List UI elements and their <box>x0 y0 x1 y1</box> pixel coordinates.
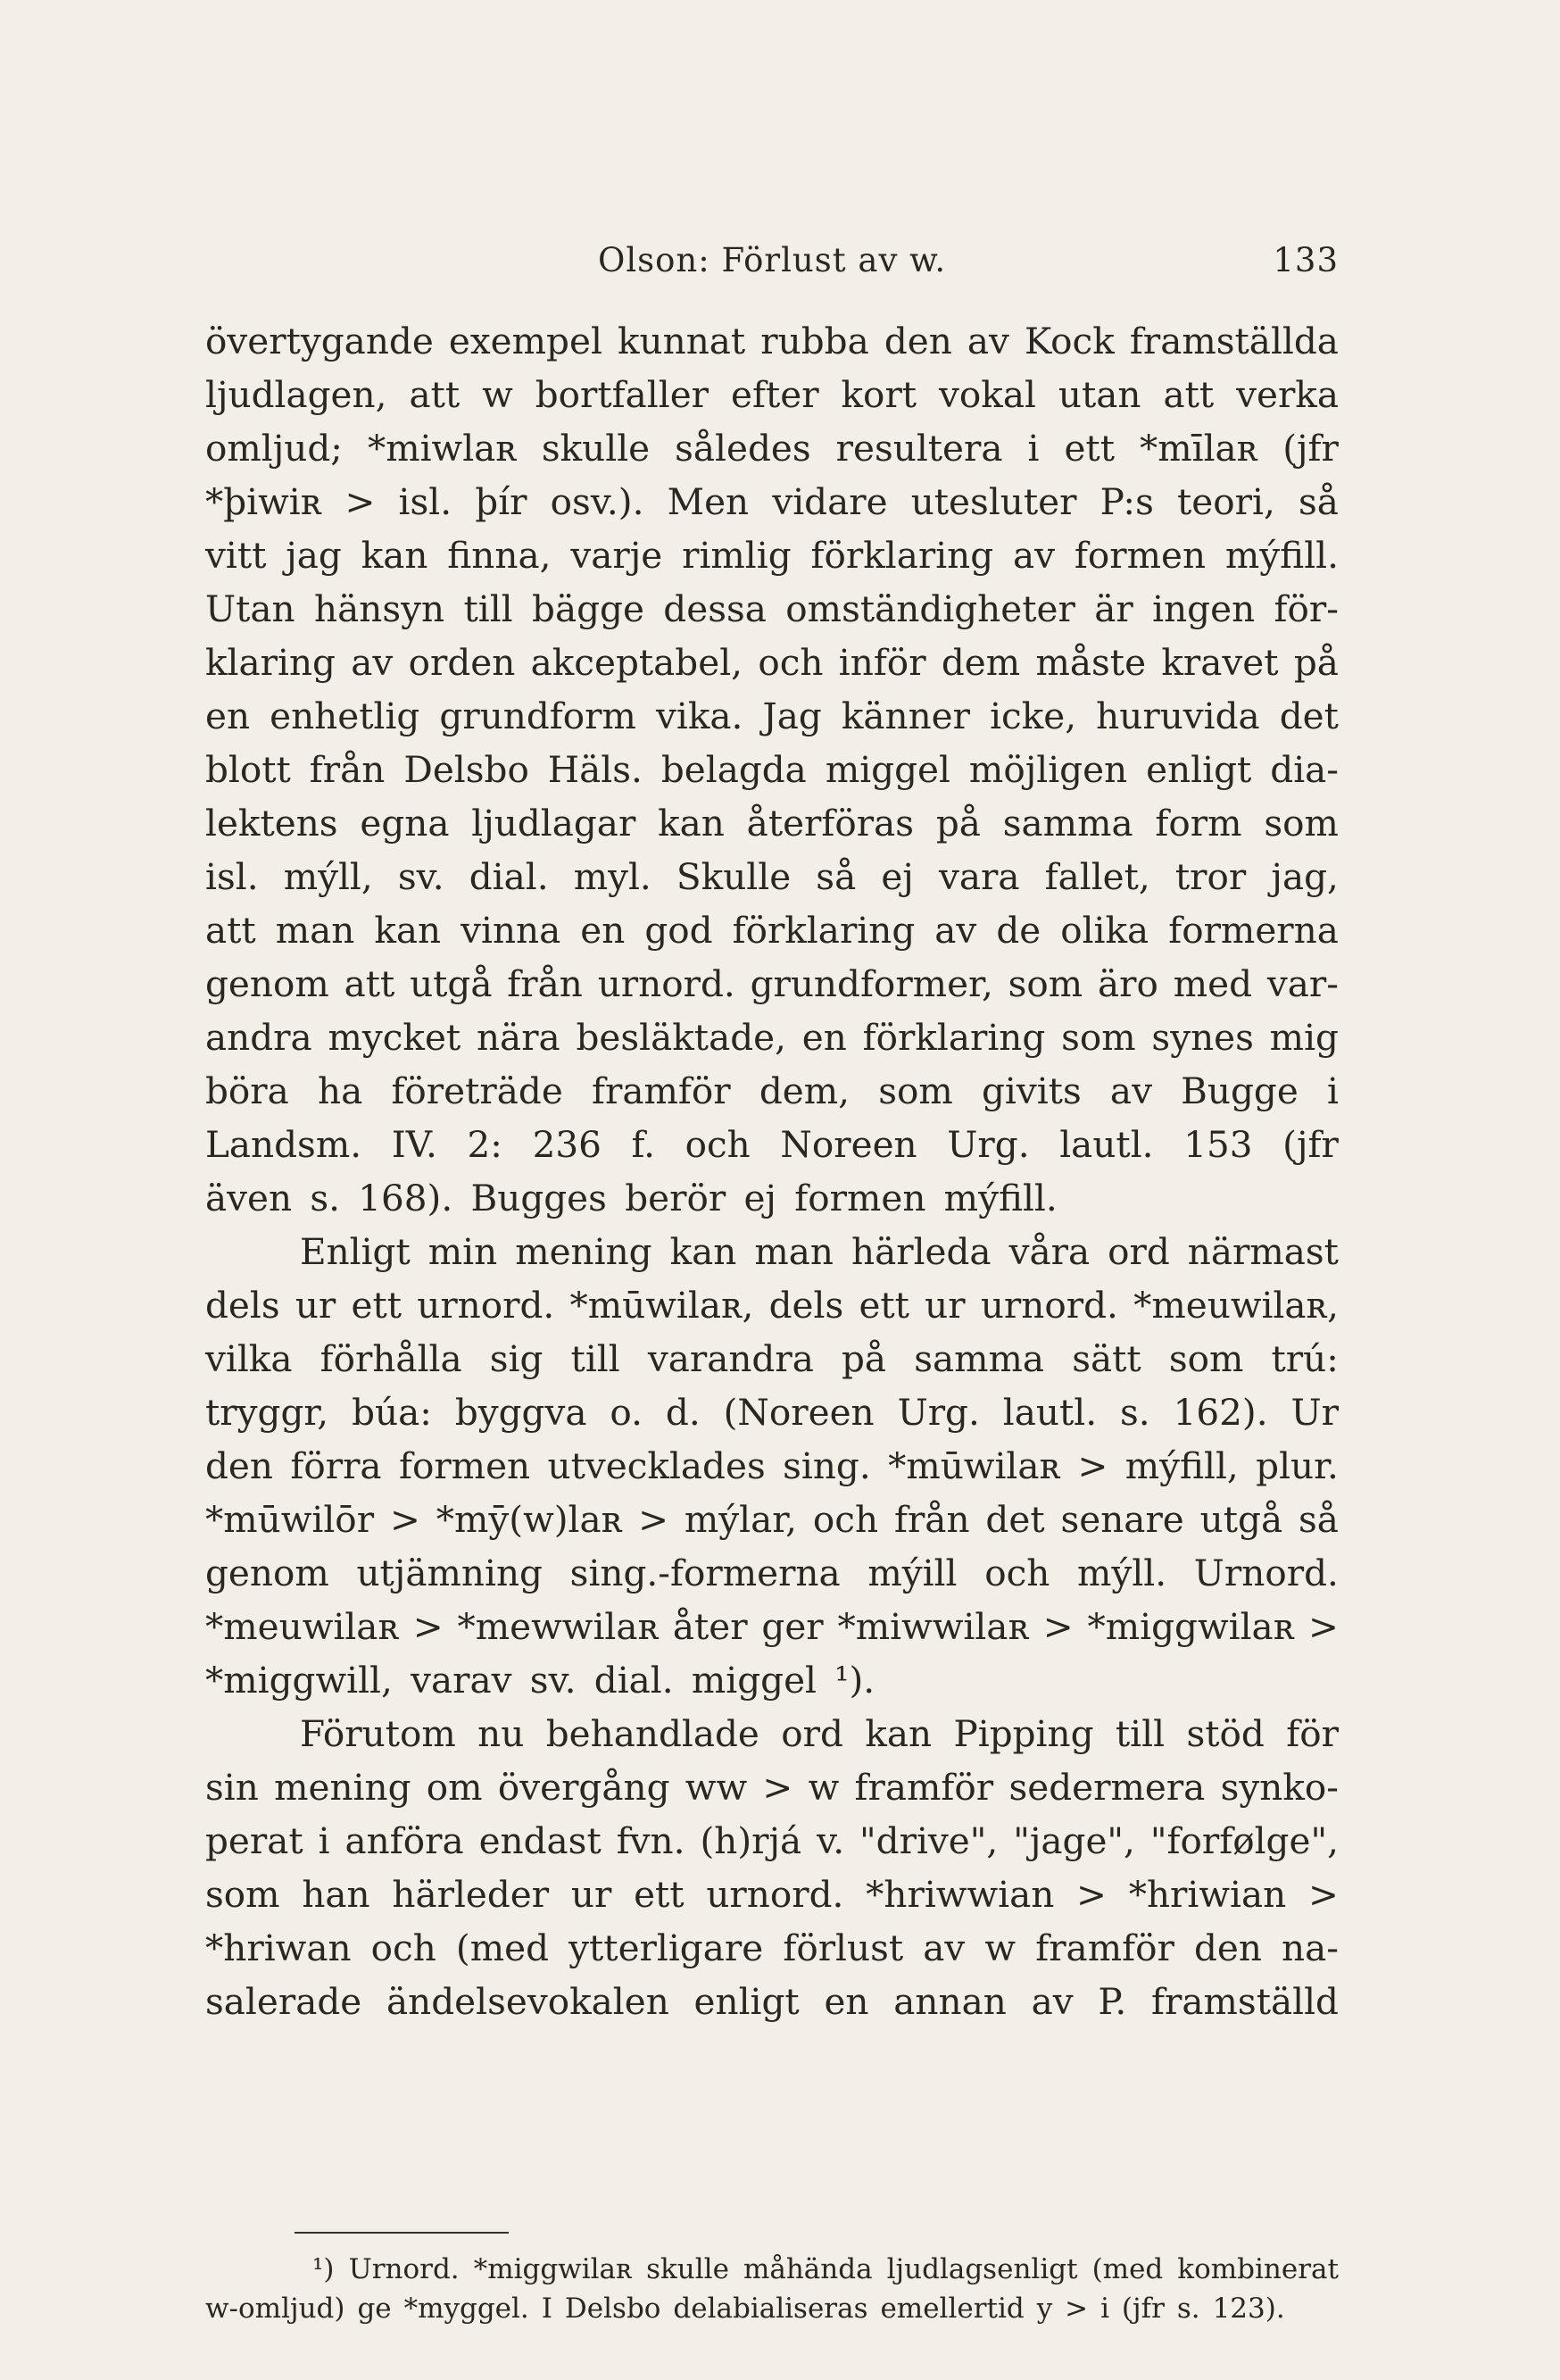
footnote-rule <box>295 2232 509 2234</box>
body-text <box>205 314 1339 2028</box>
body-line: Landsm. IV. 2: 236 f. och Noreen Urg. lautl. 153 (jfr <box>205 1123 1339 1166</box>
body-line: den förra formen utvecklades sing. *mūwilaʀ > mýfill, plur. <box>205 1444 1339 1487</box>
body-line: *mūwilōr > *mȳ(w)laʀ > mýlar, och från det senare utgå så <box>205 1498 1339 1541</box>
body-line: dels ur ett urnord. *mūwilaʀ, dels ett ur urnord. *meuwilaʀ, <box>205 1284 1339 1327</box>
body-line: lektens egna ljudlagar kan återföras på samma form som <box>205 802 1339 845</box>
body-line: Förutom nu behandlade ord kan Pipping till stöd för <box>300 1712 1339 1755</box>
page-number: 133 <box>1273 241 1339 279</box>
body-line: salerade ändelsevokalen enligt en annan av P. framställd <box>205 1980 1339 2023</box>
running-title: Olson: Förlust av w. <box>598 241 947 279</box>
body-line: genom att utgå från urnord. grundformer, som äro med var- <box>205 962 1339 1005</box>
body-line: vilka förhålla sig till varandra på samma sätt som trú: <box>205 1337 1339 1380</box>
body-line: *meuwilaʀ > *mewwilaʀ åter ger *miwwilaʀ > *miggwilaʀ > <box>205 1605 1339 1648</box>
body-line: en enhetlig grundform vika. Jag känner icke, huruvida det <box>205 695 1339 737</box>
body-line: isl. mýll, sv. dial. myl. Skulle så ej vara fallet, tror jag, <box>205 855 1339 898</box>
footnote-line: ¹) Urnord. *miggwilaʀ skulle måhända ljudlagsenligt (med kombinerat <box>312 2253 1339 2285</box>
body-line: vitt jag kan finna, varje rimlig förklaring av formen mýfill. <box>205 534 1339 577</box>
body-line: genom utjämning sing.-formerna mýill och mýll. Urnord. <box>205 1552 1339 1594</box>
body-line: ljudlagen, att w bortfaller efter kort vokal utan att verka <box>205 373 1339 416</box>
footnote-line: w-omljud) ge *myggel. I Delsbo delabialiseras emellertid y > i (jfr s. 123). <box>205 2293 1285 2325</box>
body-line: att man kan vinna en god förklaring av de olika formerna <box>205 909 1339 952</box>
footnote <box>205 2250 1339 2328</box>
body-line: klaring av orden akceptabel, och inför dem måste kravet på <box>205 641 1339 684</box>
body-line: blott från Delsbo Häls. belagda miggel möjligen enligt dia- <box>205 748 1339 791</box>
body-line: även s. 168). Bugges berör ej formen mýfill. <box>205 1177 1058 1219</box>
body-line: *hriwan och (med ytterligare förlust av w framför den na- <box>205 1926 1339 1969</box>
body-line: perat i anföra endast fvn. (h)rjá v. "drive", "jage", "forfølge", <box>205 1819 1339 1862</box>
running-header <box>205 241 1339 286</box>
body-line: Enligt min mening kan man härleda våra ord närmast <box>300 1230 1339 1273</box>
body-line: sin mening om övergång ww > w framför sedermera synko- <box>205 1766 1339 1809</box>
body-line: som han härleder ur ett urnord. *hriwwian > *hriwian > <box>205 1873 1339 1916</box>
body-line: tryggr, búa: byggva o. d. (Noreen Urg. lautl. s. 162). Ur <box>205 1391 1339 1434</box>
body-line: omljud; *miwlaʀ skulle således resultera i ett *mīlaʀ (jfr <box>205 427 1339 470</box>
body-line: övertygande exempel kunnat rubba den av Kock framställda <box>205 320 1339 362</box>
body-line: *þiwiʀ > isl. þír osv.). Men vidare utesluter P:s teori, så <box>205 480 1339 523</box>
body-line: böra ha företräde framför dem, som givits av Bugge i <box>205 1069 1339 1112</box>
body-line: Utan hänsyn till bägge dessa omständigheter är ingen för- <box>205 587 1339 630</box>
body-line: andra mycket nära besläktade, en förklaring som synes mig <box>205 1016 1339 1059</box>
body-line: *miggwill, varav sv. dial. miggel ¹). <box>205 1659 875 1702</box>
